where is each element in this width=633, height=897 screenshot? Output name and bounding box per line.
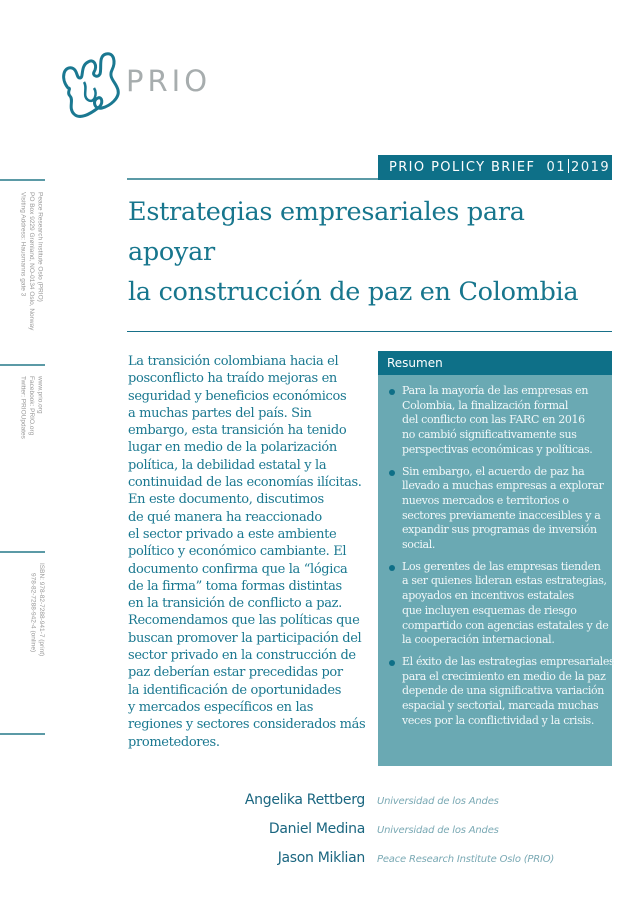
body-line: la identificación de oportunidades xyxy=(128,682,342,698)
sidebar-isbn xyxy=(28,563,45,656)
body-line: posconflicto ha traído mejoras en xyxy=(128,371,337,387)
logo-wordmark: PRIO xyxy=(126,64,212,98)
sidebar-rule xyxy=(0,551,45,553)
body-line: de la firma” toma formas distintas xyxy=(128,578,342,594)
summary-item xyxy=(388,654,615,729)
author-affiliation: Peace Research Institute Oslo (PRIO) xyxy=(377,854,555,865)
sidebar-address xyxy=(18,192,44,330)
summary-line: sectores previamente inaccesibles y a xyxy=(402,508,601,522)
bullet-dot-icon xyxy=(389,565,395,571)
summary-line: espacial y sectorial, marcada muchas xyxy=(402,699,599,713)
sidebar-rule xyxy=(0,364,45,366)
issue-year: 2019 xyxy=(571,160,611,175)
author-affiliation: Universidad de los Andes xyxy=(377,796,499,807)
body-line: a muchas partes del país. Sin xyxy=(128,405,312,421)
body-line: en la transición de conflicto a paz. xyxy=(128,596,342,612)
body-line: Recomendamos que las políticas que xyxy=(128,613,360,629)
summary-line: social. xyxy=(402,538,436,552)
summary-box xyxy=(378,351,615,766)
summary-line: Colombia, la finalización formal xyxy=(402,398,569,412)
summary-line: la cooperación internacional. xyxy=(402,633,555,647)
summary-item xyxy=(388,559,609,648)
address-line: Peace Research Institute Oslo (PRIO) xyxy=(36,192,44,302)
summary-line: a ser quienes lideran estas estrategias, xyxy=(402,574,607,588)
author-name: Angelika Rettberg xyxy=(244,792,365,808)
author-name: Daniel Medina xyxy=(268,821,365,837)
body-line: En este documento, discutimos xyxy=(128,492,324,508)
policy-brief-banner xyxy=(378,155,612,180)
address-line: Visiting Address: Hausmanns gate 3 xyxy=(19,192,27,297)
body-line: continuidad de las economías ilícitas. xyxy=(128,475,362,491)
body-line: prometedores. xyxy=(128,734,220,750)
summary-line: apoyados en incentivos estatales xyxy=(402,589,574,603)
author-affiliation: Universidad de los Andes xyxy=(377,825,499,836)
twitter-link[interactable]: Twitter: PRIOUpdates xyxy=(19,376,27,439)
isbn-online: 978-82-7288-942-4 (online) xyxy=(29,573,37,653)
body-line: seguridad y beneficios económicos xyxy=(128,388,347,404)
summary-line: Sin embargo, el acuerdo de paz ha xyxy=(402,464,585,478)
summary-line: llevado a muchas empresas a explorar xyxy=(402,479,604,493)
author-row xyxy=(150,850,610,879)
body-line: embargo, esta transición ha tenido xyxy=(128,423,347,439)
body-line: documento confirma que la “lógica xyxy=(128,561,348,577)
sidebar-rule xyxy=(0,179,45,181)
body-line: político y económico cambiante. El xyxy=(128,544,347,560)
body-line: paz deberían estar precedidas por xyxy=(128,665,343,681)
author-row xyxy=(150,792,610,821)
summary-line: depende de una significativa variación xyxy=(402,684,605,698)
body-line: política, la debilidad estatal y la xyxy=(128,457,327,473)
issue-number: 01 xyxy=(546,160,567,175)
summary-line: del conflicto con las FARC en 2016 xyxy=(402,413,585,427)
isbn-print: ISBN: 978-82-7288-941-7 (print) xyxy=(38,563,45,657)
abstract-body xyxy=(128,353,373,751)
prio-logo xyxy=(58,48,218,120)
body-line: La transición colombiana hacia el xyxy=(128,354,339,369)
body-line: buscan promover la participación del xyxy=(128,630,362,646)
title-line: la construcción de paz en Colombia xyxy=(128,277,579,307)
body-line: el sector privado a este ambiente xyxy=(128,526,337,542)
bullet-dot-icon xyxy=(389,470,395,476)
title-line: Estrategias empresariales para apoyar xyxy=(128,197,525,267)
summary-line: El éxito de las estrategias empresariales xyxy=(402,654,615,668)
summary-item xyxy=(388,465,606,553)
summary-line: no cambió significativamente sus xyxy=(402,428,577,442)
title-rule xyxy=(127,331,612,332)
body-line: lugar en medio de la polarización xyxy=(128,440,337,456)
bullet-dot-icon xyxy=(389,660,395,666)
sidebar-rule xyxy=(0,733,45,735)
body-line: sector privado en la construcción de xyxy=(128,648,356,664)
summary-line: que incluyen esquemas de riesgo xyxy=(402,603,577,617)
address-line: PO Box 9229 Grønland, NO-0134 Oslo, Norway xyxy=(28,192,35,331)
summary-line: Para la mayoría de las empresas en xyxy=(402,384,589,397)
summary-line: perspectivas económicas y políticas. xyxy=(402,442,593,456)
author-row xyxy=(150,821,610,850)
summary-line: para el crecimiento en medio de la paz xyxy=(402,669,606,683)
body-line: de qué manera ha reaccionado xyxy=(128,509,322,525)
series-label: PRIO POLICY BRIEF xyxy=(389,160,536,175)
summary-line: expandir sus programas de inversión xyxy=(402,523,597,537)
summary-item xyxy=(388,384,606,458)
issue-separator xyxy=(568,159,569,173)
summary-line: Los gerentes de las empresas tienden xyxy=(402,559,601,573)
authors-list xyxy=(150,792,610,879)
summary-line: nuevos mercados e territorios o xyxy=(402,493,569,507)
summary-heading: Resumen xyxy=(378,351,612,375)
header-rule xyxy=(127,178,378,180)
bullet-dot-icon xyxy=(389,389,395,395)
document-title xyxy=(128,192,618,312)
web-link[interactable]: www.prio.org xyxy=(36,376,44,414)
prio-figures-logo-icon xyxy=(58,48,122,120)
summary-line: compartido con agencias estatales y de xyxy=(402,618,609,632)
body-line: y mercados específicos en las xyxy=(128,699,314,715)
summary-list xyxy=(378,375,615,728)
author-name: Jason Miklian xyxy=(277,850,365,866)
facebook-link[interactable]: Facebook: PRIO.org xyxy=(28,376,35,436)
summary-line: veces por la conflictividad y la crisis. xyxy=(402,713,594,727)
body-line: regiones y sectores considerados más xyxy=(128,717,366,733)
sidebar-web xyxy=(18,376,44,439)
